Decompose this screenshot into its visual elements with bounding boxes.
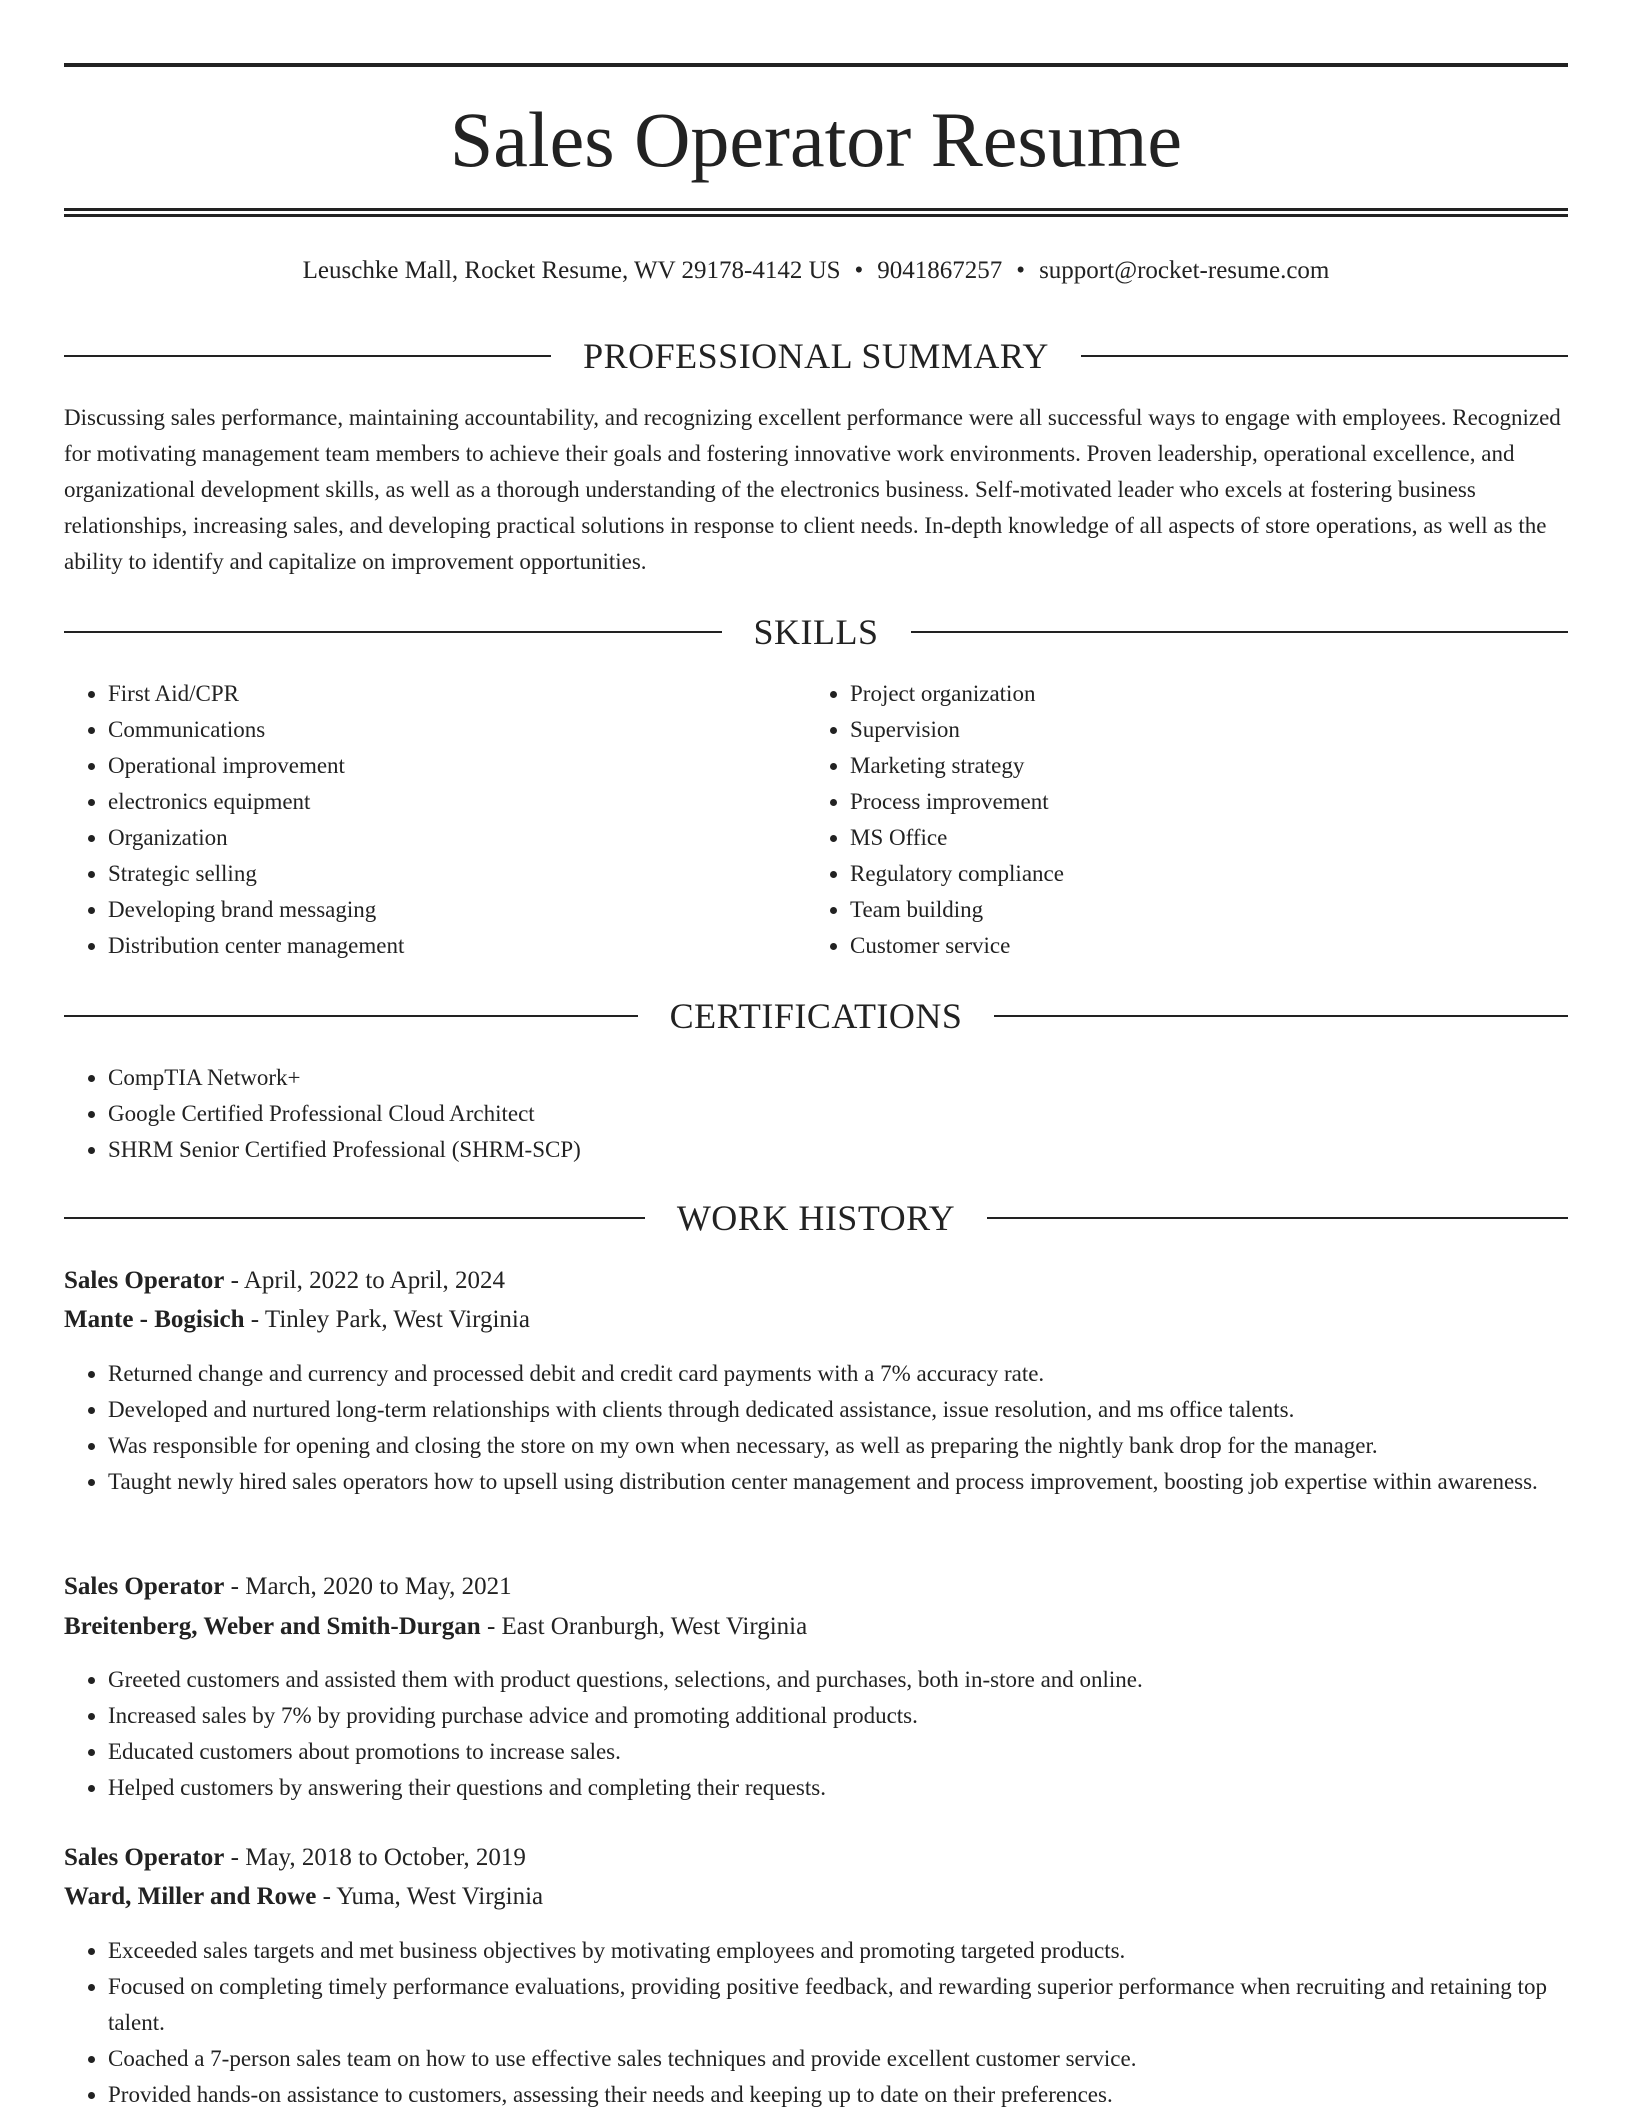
- job-company: Mante - Bogisich: [64, 1306, 245, 1333]
- job-bullets: [64, 1933, 1568, 2113]
- section-rule: [64, 1217, 645, 1219]
- certifications-heading: CERTIFICATIONS: [669, 996, 963, 1036]
- skill-item: • Organization: [108, 820, 764, 856]
- job-bullets: [64, 1662, 1568, 1806]
- skill-item: • First Aid/CPR: [108, 676, 764, 712]
- contact-line: [64, 254, 1568, 288]
- job-dates: - May, 2018 to October, 2019: [224, 1844, 526, 1871]
- skills-list-right: [806, 676, 1506, 964]
- summary-section-header: [64, 334, 1568, 378]
- skills-section-header: [64, 610, 1568, 654]
- title-double-rule: [64, 208, 1568, 217]
- job-location: - Yuma, West Virginia: [316, 1883, 544, 1910]
- skill-item: • electronics equipment: [108, 784, 764, 820]
- skill-item: • Developing brand messaging: [108, 892, 764, 928]
- resume-title: Sales Operator Resume: [449, 96, 1183, 183]
- job-company-line: [64, 1608, 1568, 1646]
- job-bullet: • Was responsible for opening and closing the store on my own when necessary, as well as preparing the nightly bank drop for the manager.: [108, 1428, 1568, 1464]
- job-bullet: • Focused on completing timely performance evaluations, providing positive feedback, and rewarding superior performance when recruiting and retaining top talent.: [108, 1969, 1568, 2041]
- job-title: Sales Operator: [64, 1267, 225, 1294]
- certification-item: • CompTIA Network+: [108, 1060, 1464, 1096]
- job-bullet: • Exceeded sales targets and met business objectives by motivating employees and promoting targeted products.: [108, 1933, 1568, 1969]
- contact-email: support@rocket-resume.com: [1039, 257, 1330, 284]
- section-rule: [911, 631, 1569, 633]
- job-bullet: • Provided hands-on assistance to customers, assessing their needs and keeping up to date on their preferences.: [108, 2077, 1568, 2113]
- job-company-line: [64, 1878, 1568, 1916]
- job-bullet: • Helped customers by answering their questions and completing their requests.: [108, 1770, 1568, 1806]
- top-rule: [64, 63, 1568, 67]
- job-title: Sales Operator: [64, 1844, 225, 1871]
- contact-address: Leuschke Mall, Rocket Resume, WV 29178-4142 US: [302, 257, 841, 284]
- certification-item: • Google Certified Professional Cloud Architect: [108, 1096, 1464, 1132]
- job-title-line: [64, 1839, 1568, 1877]
- job-company-line: [64, 1301, 1568, 1339]
- skill-item: • Customer service: [850, 928, 1506, 964]
- skill-item: • Project organization: [850, 676, 1506, 712]
- job-title: Sales Operator: [64, 1573, 225, 1600]
- job-bullet: • Increased sales by 7% by providing purchase advice and promoting additional products.: [108, 1698, 1568, 1734]
- skill-item: • Process improvement: [850, 784, 1506, 820]
- job-location: - East Oranburgh, West Virginia: [480, 1613, 808, 1640]
- certifications-section-header: [64, 994, 1568, 1038]
- job-bullets: [64, 1356, 1568, 1500]
- skill-item: • Distribution center management: [108, 928, 764, 964]
- work-heading: WORK HISTORY: [676, 1198, 956, 1238]
- certification-item: • SHRM Senior Certified Professional (SHRM-SCP): [108, 1132, 1464, 1168]
- job-company: Ward, Miller and Rowe: [64, 1883, 317, 1910]
- job-dates: - March, 2020 to May, 2021: [224, 1573, 512, 1600]
- skills-list-left: [64, 676, 764, 964]
- section-rule: [994, 1015, 1568, 1017]
- contact-phone: 9041867257: [877, 257, 1003, 284]
- job-company: Breitenberg, Weber and Smith-Durgan: [64, 1613, 481, 1640]
- skill-item: • Supervision: [850, 712, 1506, 748]
- job-bullet: • Greeted customers and assisted them with product questions, selections, and purchases, both in-store and online.: [108, 1662, 1568, 1698]
- skill-item: • Operational improvement: [108, 748, 764, 784]
- section-rule: [64, 631, 722, 633]
- summary-text: Discussing sales performance, maintaining accountability, and recognizing excellent performance were all successful ways to engage with employees. Recognized for motivating management team members to achieve their goals and fostering innovative work environments. Proven leadership, operational excellence, and organizational development skills, as well as a thorough understanding of the electronics business. Self-motivated leader who excels at fostering business relationships, increasing sales, and developing practical solutions in response to client needs. In-depth knowledge of all aspects of store operations, as well as the ability to identify and capitalize on improvement opportunities.: [64, 405, 1561, 574]
- job-title-line: [64, 1568, 1568, 1606]
- contact-separator: •: [1016, 257, 1026, 284]
- section-rule: [987, 1217, 1568, 1219]
- skill-item: • Communications: [108, 712, 764, 748]
- job-dates: - April, 2022 to April, 2024: [224, 1267, 505, 1294]
- job-bullet: • Developed and nurtured long-term relationships with clients through dedicated assistance, issue resolution, and ms office talents.: [108, 1392, 1568, 1428]
- skills-heading: SKILLS: [753, 612, 879, 652]
- job-bullet: • Taught newly hired sales operators how to upsell using distribution center management and process improvement, boosting job expertise within awareness.: [108, 1464, 1568, 1500]
- job-bullet: • Coached a 7-person sales team on how to use effective sales techniques and provide excellent customer service.: [108, 2041, 1568, 2077]
- summary-heading: PROFESSIONAL SUMMARY: [583, 336, 1049, 376]
- certifications-list: [64, 1060, 1464, 1168]
- section-rule: [64, 1015, 638, 1017]
- work-section-header: [64, 1196, 1568, 1240]
- section-rule: [1081, 355, 1568, 357]
- job-bullet: • Returned change and currency and processed debit and credit card payments with a 7% accuracy rate.: [108, 1356, 1568, 1392]
- skill-item: • Regulatory compliance: [850, 856, 1506, 892]
- skill-item: • Strategic selling: [108, 856, 764, 892]
- skill-item: • MS Office: [850, 820, 1506, 856]
- skill-item: • Marketing strategy: [850, 748, 1506, 784]
- section-rule: [64, 355, 551, 357]
- contact-separator: •: [854, 257, 864, 284]
- job-title-line: [64, 1262, 1568, 1300]
- skill-item: • Team building: [850, 892, 1506, 928]
- job-location: - Tinley Park, West Virginia: [244, 1306, 530, 1333]
- job-bullet: • Educated customers about promotions to increase sales.: [108, 1734, 1568, 1770]
